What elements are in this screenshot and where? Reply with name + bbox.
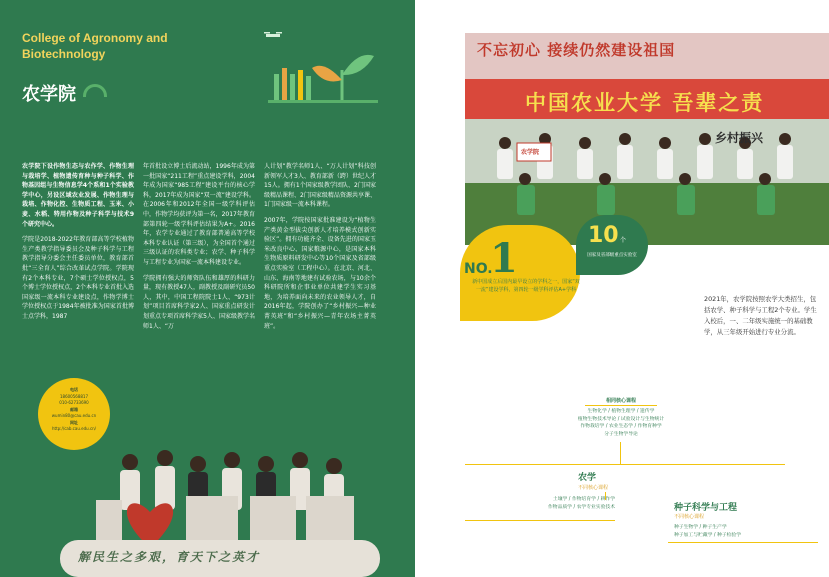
- node-agronomy-sub: 不同核心课程: [578, 485, 609, 491]
- node-seed-title: 种子科学与工程: [674, 503, 738, 513]
- root-course: 植物生物技术导论 / 试验设计与生物统计: [577, 416, 665, 422]
- paragraph: 年首批设立博士后流动站，1996年成为第一批国家“211工程”重点建设学科，2004年成为国家“985工程”建设平台的核心学科，2017年成为国家“双一流”建设学科。在2006年和2012年全国一级学科评估中，作物学均获评为第一名，2017年教育部第四轮一级学科评估结果为A+。2016年，农学专业通过了教育部普通高等学校本科专业认证（第三级），为全国首个通过三级认证的农科类专业；农学、种子科学与工程专业为国家一流本科建设专业。: [143, 163, 255, 266]
- no1-number: 1: [490, 235, 518, 282]
- slogan-text: 解民生之多艰，育天下之英才: [78, 550, 261, 564]
- arc-decoration: [83, 84, 107, 97]
- flag-label: 农学院: [521, 149, 540, 156]
- email-label: 邮箱: [70, 406, 78, 412]
- tree-root-title: 相同核心课程: [605, 398, 636, 404]
- email-value[interactable]: wumin80@cau.edu.cn: [51, 413, 97, 418]
- crop-rows-icon: [274, 68, 311, 100]
- paragraph: 人计划”教学名师1人、“万人计划”科技创新领军人才3人、教育部新（跨）世纪人才15人。拥有1个国家级教学团队、2门国家级精品课程、2门国家级精品资源共享课、1门国家级一流本科课程。: [264, 163, 376, 209]
- banner-large: [465, 79, 829, 119]
- phone-number-1: 18600568817: [60, 393, 88, 399]
- paragraph: 学院拥有强大的师资队伍和雄厚的科研力量，现有教授47人，副教授及副研究员50人，其中，中国工程院院士1人、“973计划”项目首席科学家2人、国家重点研发计划重点专项首席科学家5人、国家级教学名师1人、“万: [143, 274, 255, 330]
- labs-description: 国家及省部级重点实验室: [587, 253, 637, 258]
- root-course: 生物化学 / 植物生理学 / 遗传学: [587, 409, 655, 414]
- sign-board-text: 乡村振兴: [715, 131, 764, 145]
- text-column-2: [143, 162, 255, 337]
- agronomy-branch-line: [465, 520, 615, 521]
- seed-course: 种子生物学 / 种子生产学: [674, 525, 727, 530]
- paragraph: 2007年，学院按国家批准建设为“植物生产类黄金型拔尖创新人才培养模式创新实验区”。拥有功能齐全、设备先进的国家玉米改良中心、国家粮源中心，是国家本科生物质原料研发中心等10个国家及省部级重点实验室（工程中心）。在北京、河北、山东、海南等地建有试验农场，与10余个科研院所和企事业单位共建学生实习基地，为培养面向未来的农业领导人才，自2016年起，学院创办了“乡村振兴—种业菁英班”和“乡村振兴—青年农场主菁英班”。: [264, 216, 376, 330]
- no1-label: NO.: [464, 261, 493, 277]
- contact-circle: [38, 378, 110, 450]
- agronomy-course-list: [505, 496, 615, 511]
- group-photo-graphic: [465, 33, 829, 245]
- paragraph: 学院是2018-2022年教育部高等学校植物生产类教学指导委员会及种子科学与工程教学指导分委会主任委员单位，教育部首批“三全育人”综合改革试点学院。学院现有2个本科专业，7个硕士学位授权点，5个博士学位授权点，2个本科专业首批入选国家级一流本科专业建设点，作物学博士学位授权点于1984年被批准为国家首批博士点学科，1987: [22, 236, 134, 320]
- agronomy-course: 土壤学 / 作物培育学 / 耕作学: [552, 497, 615, 502]
- seed-course: 种子加工与贮藏学 / 种子检验学: [674, 532, 742, 538]
- paragraph: 农学院下设作物生态与农作学、作物生理与栽培学、植物遗传育种与种子科学、作物基因组与生物信息学4个系和1个实验教学中心，另设区域农业发展、作物生理与栽培、作物化控、生物质工程、玉米、小麦、水稻、特用作物及种子科学与技术9个研究中心。: [22, 163, 134, 228]
- web-label: 网址: [70, 419, 78, 425]
- college-chinese-title: 农学院: [22, 84, 76, 105]
- root-course: 分子生物学导论: [604, 431, 638, 437]
- group-photo: [465, 33, 829, 245]
- tree-branch-line: [465, 464, 785, 465]
- labs-unit: 个: [620, 237, 627, 244]
- tree-connector: [620, 442, 621, 464]
- agronomy-course: 作物品质学 / 农学专业实验技术: [547, 504, 615, 510]
- phone-label: 电话: [70, 387, 78, 392]
- no1-badge: [460, 225, 580, 321]
- root-course: 作物栽培学 / 农业生态学 / 作物育种学: [580, 424, 662, 430]
- agriculture-illustration: [262, 30, 382, 110]
- root-course-list: [575, 408, 667, 438]
- node-seed-sub: 不同核心课程: [674, 514, 705, 520]
- root-underline: [585, 405, 657, 406]
- seed-branch-line: [668, 542, 818, 543]
- labs-number: 10: [588, 223, 619, 248]
- college-english-title: College of Agronomy and Biotechnology: [22, 31, 168, 61]
- sprout-icon: [312, 55, 374, 100]
- text-column-3: [264, 162, 376, 337]
- phone-number-2: 010-62733690: [59, 400, 89, 405]
- drone-icon: [264, 32, 282, 37]
- banner-small: 不忘初心 接续仍然建设祖国: [477, 41, 676, 59]
- seed-course-list: [674, 524, 794, 539]
- banner-large-text: 中国农业大学 吾辈之责: [525, 91, 765, 115]
- enrollment-text: 2021年，农学院按照农学大类招生，包括农学、种子科学与工程2个专业。学生入校后，一、二年级实施统一的基础教学，从三年级开始进行专业分流。: [704, 295, 817, 336]
- node-agronomy-title: 农学: [578, 473, 597, 483]
- no1-description: 新中国成立后国内最早设立的学科之一，国家“双一流”建设学科，第四轮一级学科评估A+学科: [472, 279, 580, 293]
- labs-badge: [576, 215, 648, 275]
- web-value[interactable]: http://cab.cau.edu.cn/: [51, 426, 97, 431]
- text-column-1: [22, 162, 134, 328]
